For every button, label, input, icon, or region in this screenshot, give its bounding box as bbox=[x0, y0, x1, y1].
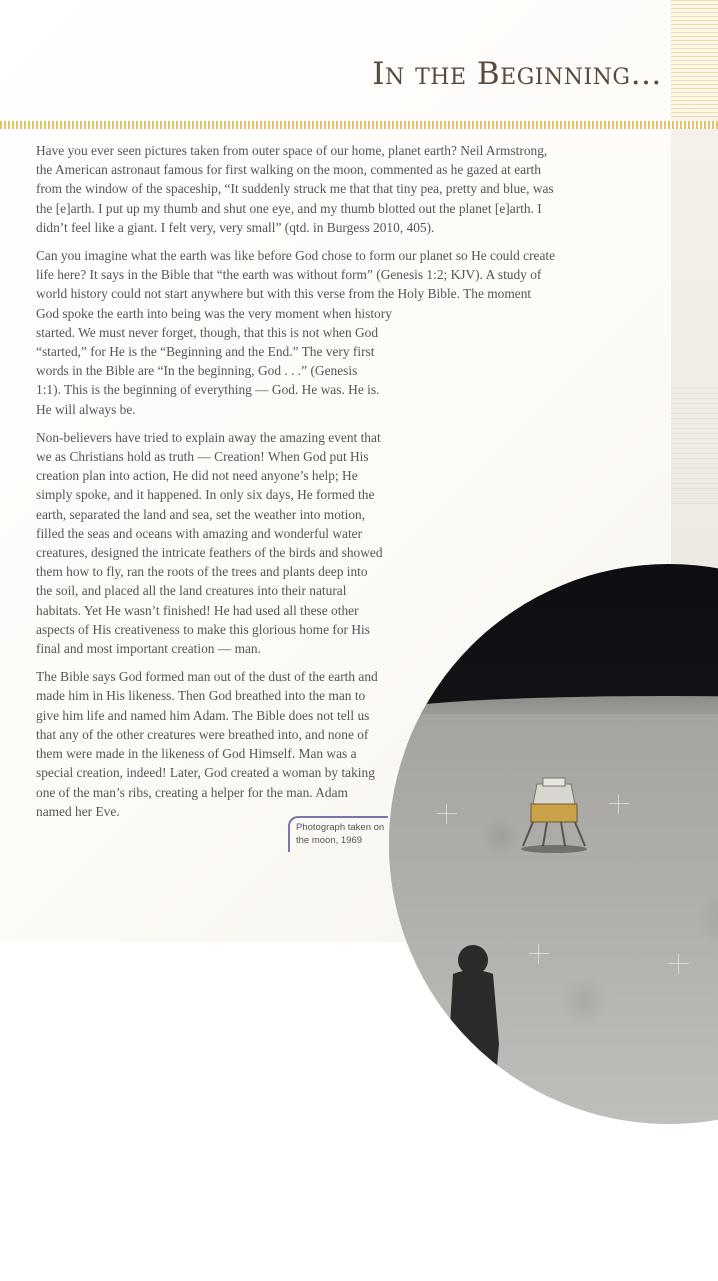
paragraph: Have you ever seen pictures taken from outer space of our home, planet earth? Neil Armstrong, the American astronaut famous for first walking on the moon, commented as he gazed at earth from the window of the spaceship, “It suddenly struck me that that tiny pea, pretty and blue, was the [e]arth. I put up my thumb and shut one eye, and my thumb blotted out the planet [e]arth. I didn’t feel like a giant. I felt very, very small” (qtd. in Burgess 2010, 405). bbox=[36, 143, 554, 235]
article-body bbox=[36, 141, 558, 1281]
gold-divider-rule bbox=[0, 121, 718, 129]
photo-caption bbox=[288, 816, 388, 852]
corner-stripe-decoration bbox=[671, 0, 718, 118]
paragraph: Can you imagine what the earth was like before God chose to form our planet so He could create life here? It says in the Bible that “the earth was without form” (Genesis 1:2; KJV). A study of world history could not start anywhere but with this verse from the Holy Bible. The moment God spoke the earth into being was the very moment when history started. We must never forget, though, that this is not when God “started,” for He is the “Beginning and the End.” The very first words in the Bible are “In the beginning, God . . .” (Genesis 1:1). This is the beginning of everything — God. He was. He is. He will always be. bbox=[36, 248, 556, 417]
reticle-mark bbox=[669, 954, 689, 974]
photo-caption-line: Photograph taken on bbox=[296, 822, 385, 833]
photo-wrap-spacer bbox=[383, 561, 558, 1281]
reticle-mark bbox=[609, 794, 629, 814]
paragraph: Non-believers have tried to explain away the amazing event that we as Christians hold as truth — Creation! When God put His creation plan into action, He did not need anyone’s help; He simply spoke, and it happened. In only six days, He formed the earth, separated the land and sea, set the weather into motion, filled the seas and oceans with amazing and wonderful water creatures, designed the intricate feathers of the birds and showed them how to fly, ran the roots of the trees and plants deep into the soil, and placed all the land creatures into their natural habitats. Yet He wasn’t finished! He had used all these other aspects of His creativeness to make this glorious home for His final and most important creation — man. bbox=[36, 429, 383, 657]
page-title: In the Beginning… bbox=[372, 56, 662, 92]
photo-caption-line: the moon, 1969 bbox=[296, 835, 363, 846]
paragraph: The Bible says God formed man out of the dust of the earth and made him in His likeness. Then God breathed into the man to give him life and named him Adam. The Bible does not tell us that any of the other creatures were breathed into, and none of them were made in the likeness of God Himself. Man was a special creation, indeed! Later, God created a woman by taking one of the man’s ribs, creating a helper for the man. Adam named her Eve. bbox=[36, 669, 378, 819]
